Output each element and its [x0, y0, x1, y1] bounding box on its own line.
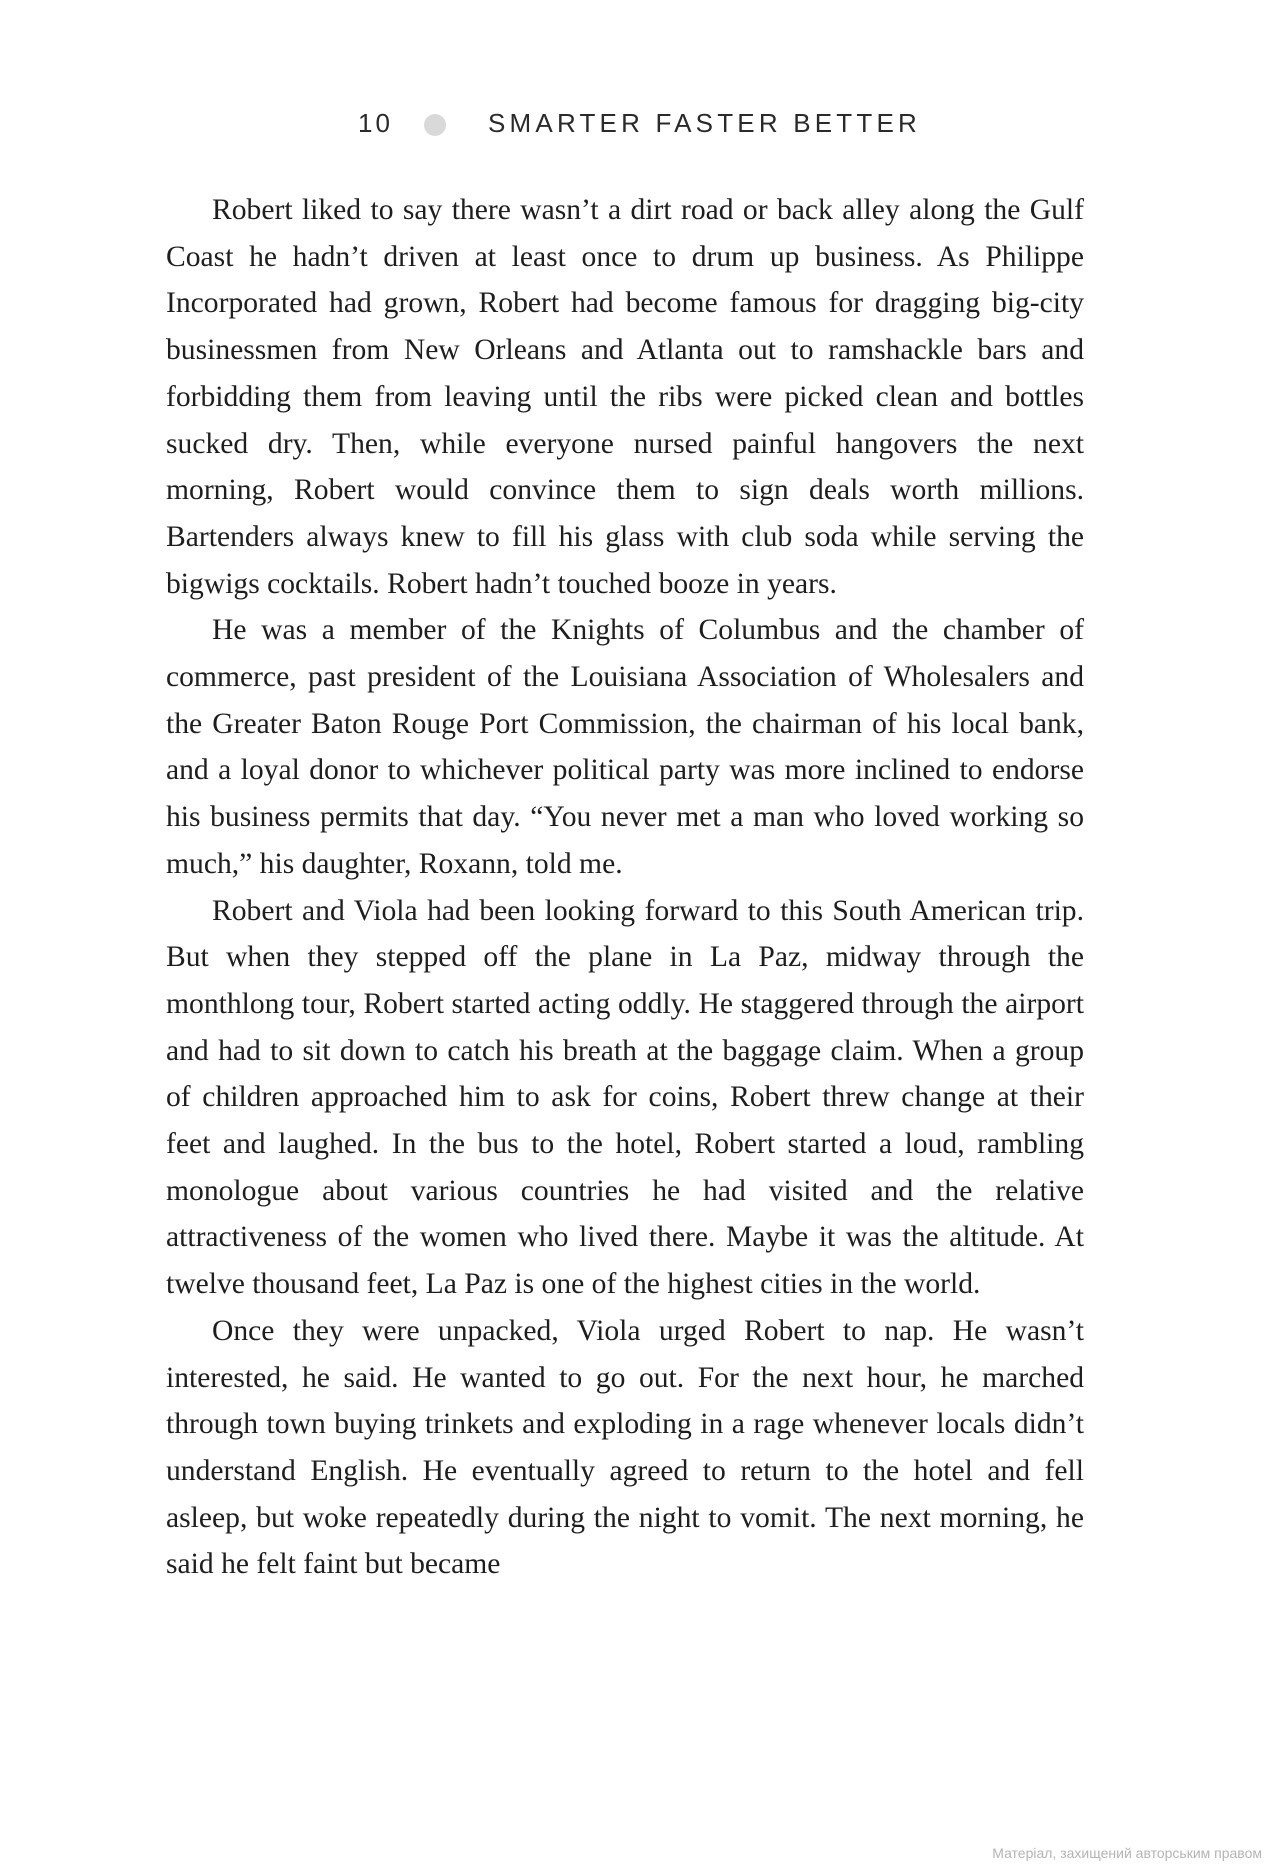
paragraph-2: He was a member of the Knights of Columbus and the chamber of commerce, past president of the Louisiana Association of Wholesalers and the Greater Baton Rouge Port Commission, the chairman of his local bank, and a loyal donor to whichever political party was more inclined to endorse his business permits that day. “You never met a man who loved working so much,” his daughter, Roxann, told me.	[166, 614, 1084, 880]
paragraph-1: Robert liked to say there wasn’t a dirt road or back alley along the Gulf Coast he hadn’t driven at least once to drum up business. As Philippe Incorporated had grown, Robert had become famous for dragging big-city businessmen from New Orleans and Atlanta out to ramshackle bars and forbidding them from leaving until the ribs were picked clean and bottles sucked dry. Then, while everyone nursed painful hangovers the next morning, Robert would convince them to sign deals worth millions. Bartenders always knew to fill his glass with club soda while serving the bigwigs cocktails. Robert hadn’t touched booze in years.	[166, 194, 1084, 600]
body-text	[166, 187, 1084, 1588]
paragraph-3: Robert and Viola had been looking forward to this South American trip. But when they stepped off the plane in La Paz, midway through the monthlong tour, Robert started acting oddly. He staggered through the airport and had to sit down to catch his breath at the baggage claim. When a group of children approached him to ask for coins, Robert threw change at their feet and laughed. In the bus to the hotel, Robert started a loud, rambling monologue about various countries he had visited and the relative attractiveness of the women who lived there. Maybe it was the altitude. At twelve thousand feet, La Paz is one of the highest cities in the world.	[166, 894, 1084, 1301]
page-number: 10	[358, 108, 393, 138]
paragraph-4: Once they were unpacked, Viola urged Robert to nap. He wasn’t interested, he said. He wanted to go out. For the next hour, he marched through town buying trinkets and exploding in a rage whenever locals didn’t understand English. He eventually agreed to return to the hotel and fell asleep, but woke repeatedly during the night to vomit. The next morning, he said he felt faint but became	[166, 1314, 1084, 1581]
running-head	[0, 108, 1280, 144]
book-title: SMARTER FASTER BETTER	[488, 108, 921, 138]
header-separator-dot	[424, 114, 446, 136]
copyright-watermark: Матеріал, захищений авторським правом	[992, 1845, 1262, 1861]
